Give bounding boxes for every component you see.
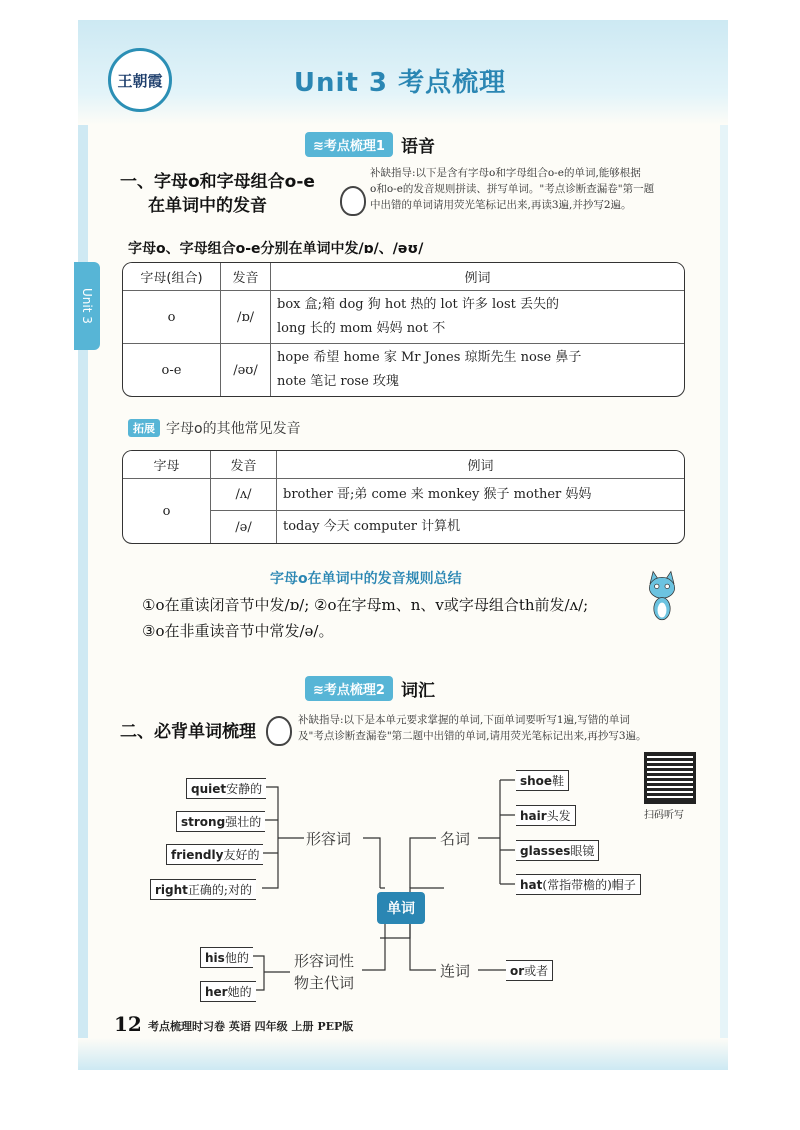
sound-cell: /ʌ/ xyxy=(211,479,277,511)
example-cell: today 今天 computer 计算机 xyxy=(283,519,461,534)
qr-caption: 扫码听写 xyxy=(644,810,684,821)
pronoun-label-line: 物主代词 xyxy=(294,974,355,992)
item2-title: 二、必背单词梳理 xyxy=(120,722,256,742)
rules-title: 字母o在单词中的发音规则总结 xyxy=(270,571,462,587)
word-cn: 他的 xyxy=(224,951,249,965)
item1-title-line2: 在单词中的发音 xyxy=(148,196,267,216)
rule-line: ①o在重读闭音节中发/ɒ/; ②o在字母m、n、v或字母组合th前发/ʌ/; xyxy=(142,596,589,614)
adjective-label: 形容词 xyxy=(306,830,352,848)
adj-to-center xyxy=(363,838,385,888)
word-en: quiet xyxy=(191,782,227,796)
word-en: shoe xyxy=(520,774,553,788)
rule-line: ③o在非重读音节中常发/ə/。 xyxy=(142,622,334,640)
pronoun-label xyxy=(294,950,354,994)
example-line: note 笔记 rose 玫瑰 xyxy=(277,374,399,389)
word-cn: 或者 xyxy=(524,964,549,978)
col-header: 发音 xyxy=(221,263,271,291)
extension-badge: 拓展 xyxy=(128,419,160,437)
note1-line: 中出错的单词请用荧光笔标记出来,再读3遍,并抄写2遍。 xyxy=(370,199,632,211)
item1-title-line1: 一、字母o和字母组合o-e xyxy=(120,172,315,192)
center-node: 单词 xyxy=(377,892,425,924)
note2-line: 补缺指导:以下是本单元要求掌握的单词,下面单词要听写1遍,写错的单词 xyxy=(298,714,630,726)
word-cn: 头发 xyxy=(546,809,571,823)
word-box xyxy=(506,960,553,981)
adjective-bracket xyxy=(262,787,304,888)
word-box xyxy=(516,805,576,826)
section1-badge: ≋考点梳理1 xyxy=(305,132,393,157)
note1-line: 补缺指导:以下是含有字母o和字母组合o-e的单词,能够根据 xyxy=(370,167,641,179)
col-header: 例词 xyxy=(277,451,684,479)
center-to-pronoun xyxy=(362,920,385,970)
word-box xyxy=(200,981,256,1002)
word-en: his xyxy=(205,951,225,965)
word-en: glasses xyxy=(520,844,571,858)
word-en: her xyxy=(205,985,228,999)
word-cn: 正确的;对的 xyxy=(187,883,252,897)
word-en: hat xyxy=(520,878,543,892)
noun-bracket xyxy=(478,780,515,884)
section2-badge: ≋考点梳理2 xyxy=(305,676,393,701)
word-box xyxy=(150,879,256,900)
col-header: 字母 xyxy=(123,451,211,479)
word-en: friendly xyxy=(171,848,224,862)
conjunction-label: 连词 xyxy=(440,962,471,980)
center-to-conj xyxy=(410,920,436,970)
page-number: 12 xyxy=(114,1012,142,1036)
logo-text: 王朝霞 xyxy=(117,71,163,90)
word-en: hair xyxy=(520,809,547,823)
col-header: 发音 xyxy=(211,451,277,479)
sound-cell: /ə/ xyxy=(211,511,277,543)
sound-cell: /ɒ/ xyxy=(221,291,271,344)
center-to-noun xyxy=(410,838,436,888)
word-en: or xyxy=(510,964,525,978)
example-line: long 长的 mom 妈妈 not 不 xyxy=(277,321,446,336)
word-cn: 强壮的 xyxy=(225,815,262,829)
section2-heading: 词汇 xyxy=(400,681,435,701)
letter-cell: o xyxy=(123,479,211,543)
word-cn: 她的 xyxy=(227,985,252,999)
extension-title: 字母o的其他常见发音 xyxy=(166,421,301,437)
word-en: strong xyxy=(181,815,226,829)
word-box xyxy=(516,874,641,895)
word-box xyxy=(186,778,266,799)
word-en: right xyxy=(155,883,188,897)
word-cn: 安静的 xyxy=(226,782,263,796)
page-title: Unit 3 考点梳理 xyxy=(293,68,507,98)
word-box xyxy=(516,840,599,861)
section1-heading: 语音 xyxy=(400,137,435,157)
footer-text: 考点梳理时习卷 英语 四年级 上册 PEP版 xyxy=(148,1020,354,1033)
noun-label: 名词 xyxy=(440,830,471,848)
word-cn: 友好的 xyxy=(223,848,260,862)
word-box xyxy=(516,770,569,791)
note1-line: o和o-e的发音规则拼读、拼写单词。"考点诊断查漏卷"第一题 xyxy=(370,183,655,195)
word-box xyxy=(176,811,265,832)
unit-side-tab: Unit 3 xyxy=(74,262,100,350)
pronunciation-subheading: 字母o、字母组合o-e分别在单词中发/ɒ/、/əʊ/ xyxy=(128,241,424,257)
pronoun-label-line: 形容词性 xyxy=(294,952,355,970)
example-line: box 盒;箱 dog 狗 hot 热的 lot 许多 lost 丢失的 xyxy=(277,297,560,312)
col-header: 例词 xyxy=(271,263,684,291)
letter-cell: o-e xyxy=(123,344,221,396)
letter-cell: o xyxy=(123,291,221,344)
word-box xyxy=(166,844,263,865)
word-cn: 鞋 xyxy=(552,774,565,788)
word-cn: 眼镜 xyxy=(570,844,595,858)
word-box xyxy=(200,947,253,968)
word-cn: (常指带檐的)帽子 xyxy=(542,878,636,892)
col-header: 字母(组合) xyxy=(123,263,221,291)
example-line: hope 希望 home 家 Mr Jones 琼斯先生 nose 鼻子 xyxy=(277,350,582,365)
example-cell: brother 哥;弟 come 来 monkey 猴子 mother 妈妈 xyxy=(277,479,684,511)
sound-cell: /əʊ/ xyxy=(221,344,271,396)
note2-line: 及"考点诊断查漏卷"第二题中出错的单词,请用荧光笔标记出来,再抄写3遍。 xyxy=(298,730,647,742)
